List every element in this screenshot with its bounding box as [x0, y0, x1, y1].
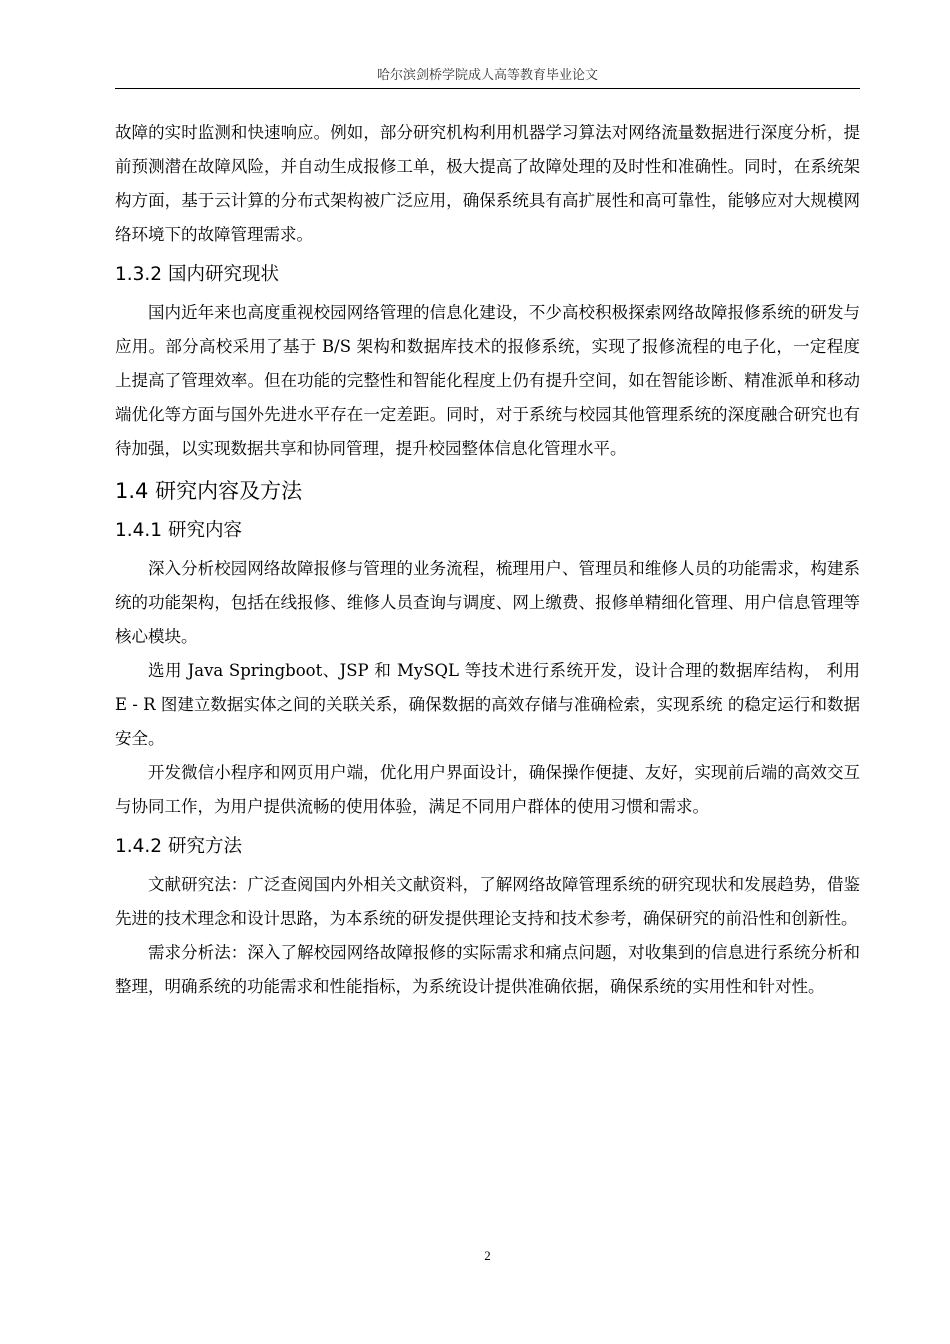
- paragraph-overseas-continued: 故障的实时监测和快速响应。例如，部分研究机构利用机器学习算法对网络流量数据进行深度分析，提前预测潜在故障风险，并自动生成报修工单，极大提高了故障处理的及时性和准确性。同时，在系统架构方面，基于云计算的分布式架构被广泛应用，确保系统具有高扩展性和高可靠性，能够应对大规模网络环境下的故障管理需求。: [115, 123, 860, 244]
- page-body: [115, 116, 860, 1004]
- paragraph-content-analysis: 深入分析校园网络故障报修与管理的业务流程，梳理用户、管理员和维修人员的功能需求，构建系统的功能架构，包括在线报修、维修人员查询与调度、网上缴费、报修单精细化管理、用户信息管理等核心模块。: [115, 559, 860, 646]
- section-heading-1-4: 1.4 研究内容及方法: [115, 479, 303, 503]
- section-heading-1-4-1: 1.4.1 研究内容: [115, 520, 242, 541]
- paragraph-domestic-status: 国内近年来也高度重视校园网络管理的信息化建设，不少高校积极探索网络故障报修系统的研发与应用。部分高校采用了基于 B/S 架构和数据库技术的报修系统，实现了报修流程的电子化，一定程度上提高了管理效率。但在功能的完整性和智能化程度上仍有提升空间，如在智能诊断、精准派单和移动端优化等方面与国外先进水平存在一定差距。同时，对于系统与校园其他管理系统的深度融合研究也有待加强，以实现数据共享和协同管理，提升校园整体信息化管理水平。: [115, 303, 860, 458]
- running-header: 哈尔滨剑桥学院成人高等教育毕业论文: [376, 68, 598, 83]
- paragraph-method-requirements: 需求分析法：深入了解校园网络故障报修的实际需求和痛点问题，对收集到的信息进行系统分析和整理，明确系统的功能需求和性能指标，为系统设计提供准确依据，确保系统的实用性和针对性。: [115, 943, 860, 996]
- paragraph-content-client: 开发微信小程序和网页用户端，优化用户界面设计，确保操作便捷、友好，实现前后端的高效交互与协同工作，为用户提供流畅的使用体验，满足不同用户群体的使用习惯和需求。: [115, 763, 860, 816]
- section-heading-1-3-2: 1.3.2 国内研究现状: [115, 264, 279, 285]
- header-divider: [115, 88, 860, 89]
- paragraph-method-literature: 文献研究法：广泛查阅国内外相关文献资料，了解网络故障管理系统的研究现状和发展趋势，借鉴先进的技术理念和设计思路，为本系统的研发提供理论支持和技术参考，确保研究的前沿性和创新性。: [115, 875, 860, 928]
- paragraph-content-tech: 选用 Java Springboot、JSP 和 MySQL 等技术进行系统开发，设计合理的数据库结构， 利用 E - R 图建立数据实体之间的关联关系，确保数据的高效存储与准确检索，实现系统 的稳定运行和数据安全。: [115, 661, 860, 748]
- page-number: 2: [484, 1248, 491, 1263]
- section-heading-1-4-2: 1.4.2 研究方法: [115, 836, 242, 857]
